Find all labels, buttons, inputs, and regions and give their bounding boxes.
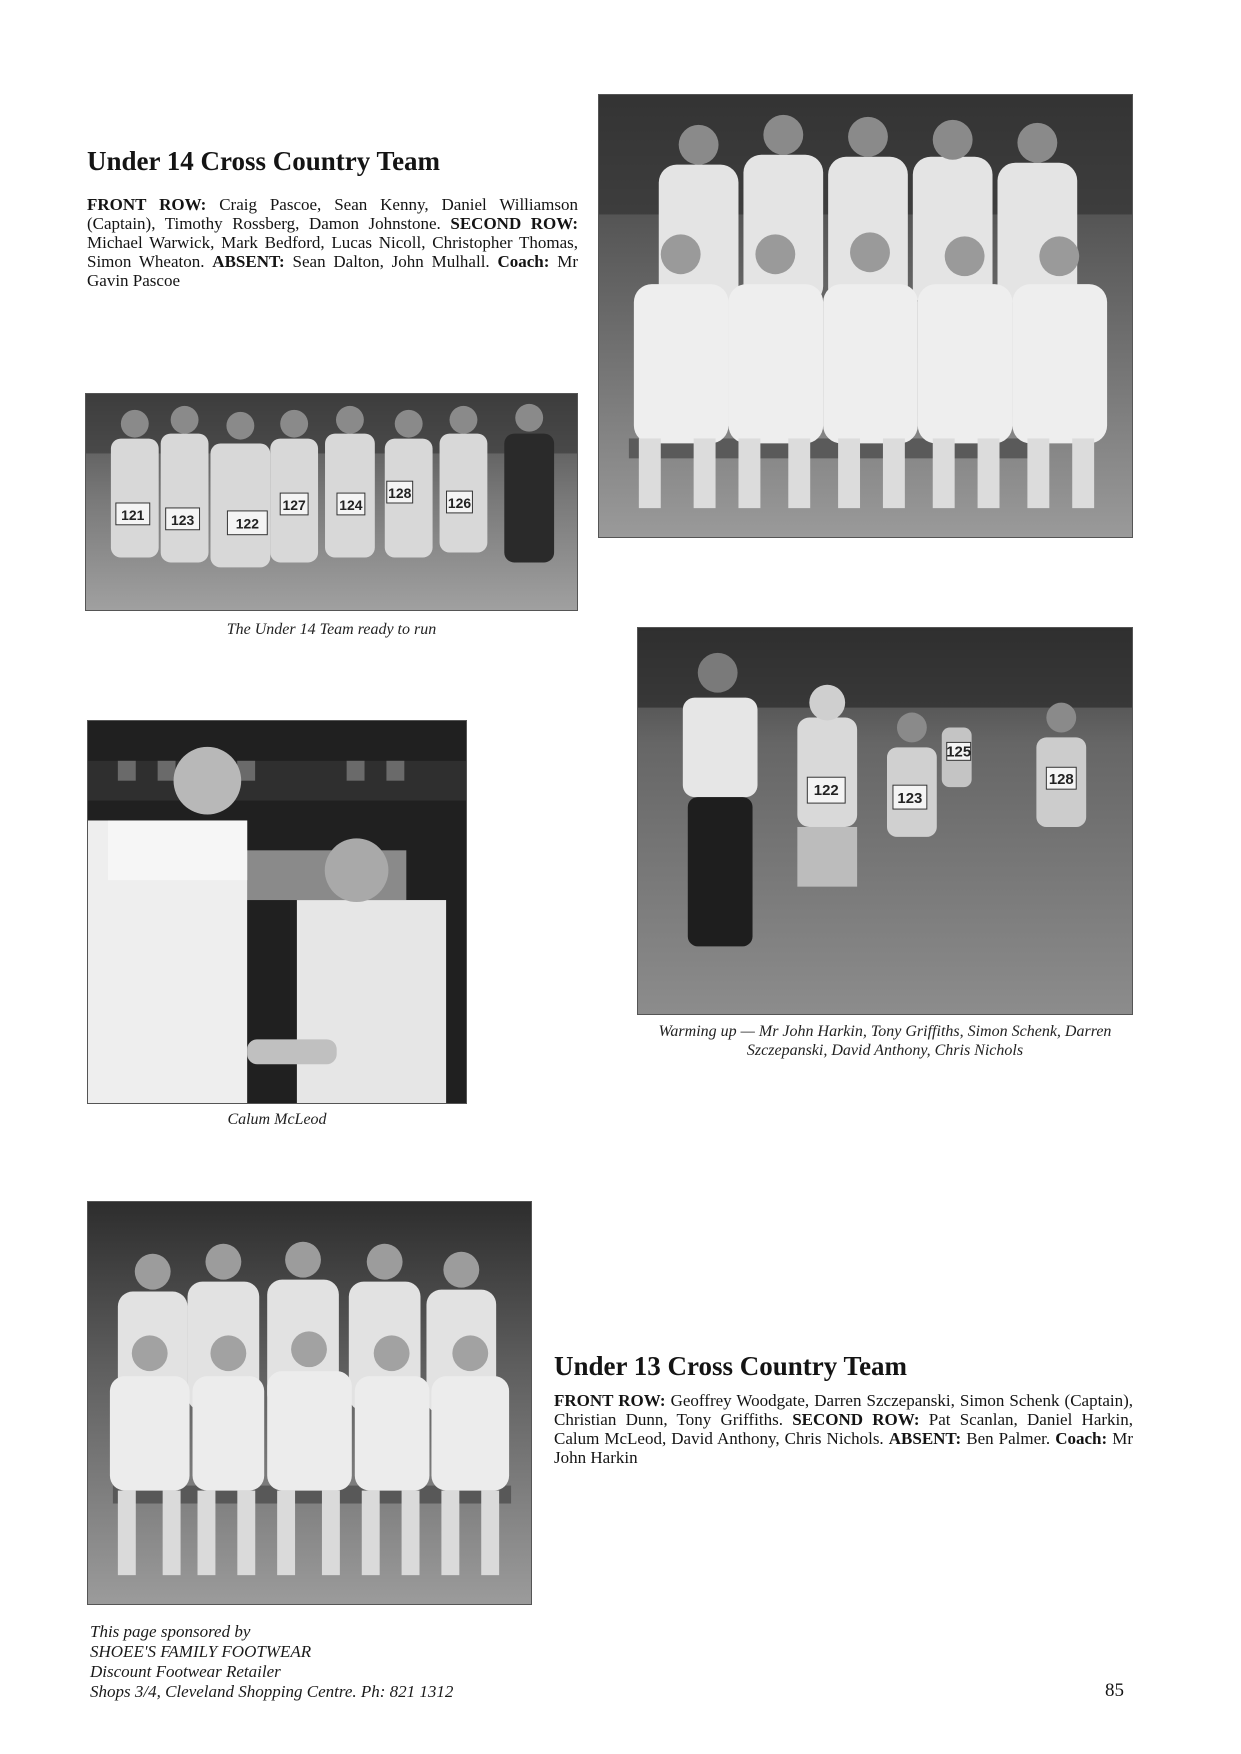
u14-absent-names: Sean Dalton, John Mulhall. [284,252,498,271]
sponsor-line: This page sponsored by [90,1622,251,1641]
u14-ready-photo [85,393,578,611]
caption-warming-up: Warming up — Mr John Harkin, Tony Griffiths, Simon Schenk, Darren Szczepanski, David Anthony, Chris Nichols [658,1023,1112,1059]
u14-coach-label: Coach: [497,252,550,271]
caption-calum: Calum McLeod [227,1111,327,1128]
bib-label: 124 [339,496,363,513]
warming-up-photo [637,627,1133,1015]
u14-coach-name: Mr Gavin Pascoe [87,252,579,290]
bib-label: 122 [235,515,259,532]
sponsor-name: SHOEE'S FAMILY FOOTWEAR [90,1642,312,1661]
sponsor-block [90,1622,453,1702]
u14-roster [87,195,578,290]
u13-second-label: SECOND ROW: [792,1410,920,1429]
u14-absent-label: ABSENT: [212,252,285,271]
u13-second-names: Pat Scanlan, Daniel Harkin, Calum McLeod, David Anthony, Chris Nichols. [554,1410,1133,1448]
u13-absent-names: Ben Palmer. [961,1429,1056,1448]
u13-team-photo [87,1201,532,1605]
u13-coach-name: Mr John Harkin [554,1429,1134,1467]
caption-u14-ready: The Under 14 Team ready to run [226,621,437,638]
u14-title: Under 14 Cross Country Team [87,146,441,176]
u14-team-photo [598,94,1133,538]
u14-second-names: Michael Warwick, Mark Bedford, Lucas Nicoll, Christopher Thomas, Simon Wheaton. [87,233,578,271]
run-bib-label: 128 [1048,771,1074,789]
sponsor-tagline: Discount Footwear Retailer [90,1662,281,1681]
run-bib-label: 125 [946,743,972,761]
u13-front-names: Geoffrey Woodgate, Darren Szczepanski, Simon Schenk (Captain), Christian Dunn, Tony Griffiths. [554,1391,1133,1429]
u14-front-names: Craig Pascoe, Sean Kenny, Daniel Williamson (Captain), Timothy Rossberg, Damon Johnstone. [87,195,579,233]
sponsor-address: Shops 3/4, Cleveland Shopping Centre. Ph: 821 1312 [90,1682,454,1701]
calum-photo [87,720,467,1104]
u14-second-label: SECOND ROW: [450,214,578,233]
page-number: 85 [1105,1680,1124,1701]
u13-title: Under 13 Cross Country Team [554,1351,908,1381]
bib-label: 123 [170,511,195,528]
run-bib-label: 123 [897,790,923,808]
u13-front-label: FRONT ROW: [554,1391,666,1410]
u14-front-label: FRONT ROW: [87,195,207,214]
bib-label: 127 [282,496,306,513]
u13-coach-label: Coach: [1055,1429,1108,1448]
bib-label: 128 [388,485,412,502]
bib-label: 121 [121,506,145,523]
bib-label: 126 [447,494,472,511]
u13-absent-label: ABSENT: [888,1429,962,1448]
run-bib-label: 122 [813,782,839,800]
u13-roster [554,1391,1133,1467]
